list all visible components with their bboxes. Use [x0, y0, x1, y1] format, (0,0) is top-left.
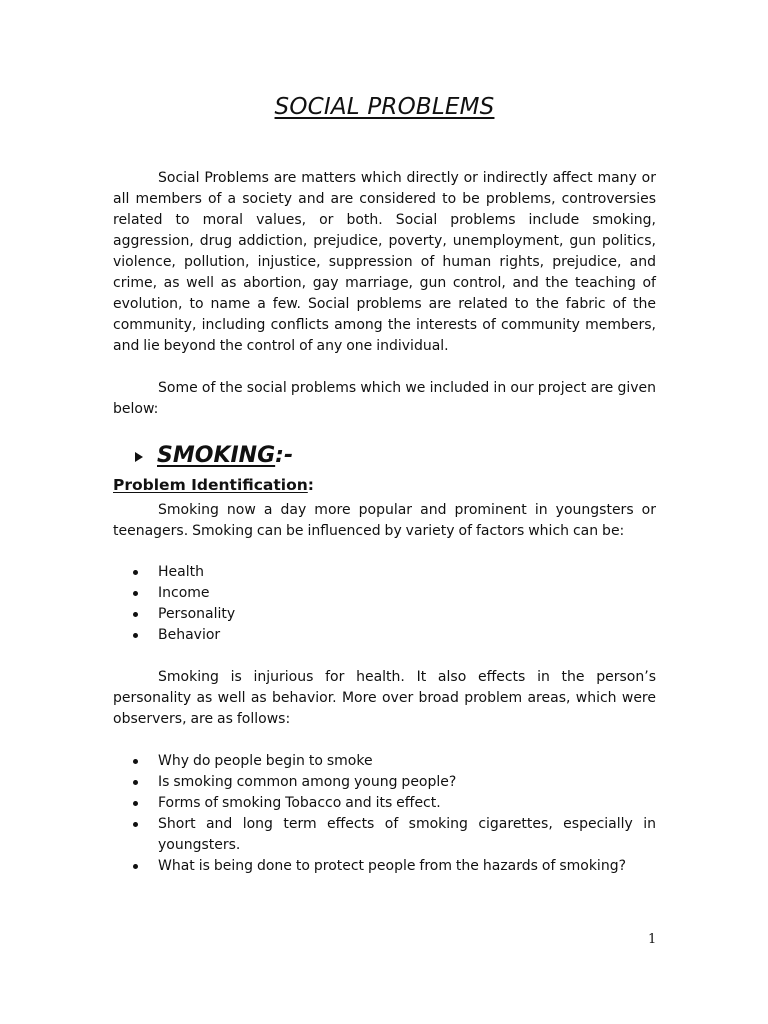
problem-areas-list	[113, 751, 656, 877]
list-item-text: Behavior	[158, 627, 221, 643]
list-item	[113, 604, 656, 625]
subheading-suffix: :	[307, 476, 314, 494]
smoking-paragraph-1: Smoking now a day more popular and prominent in youngsters or teenagers. Smoking can be influenced by variety of factors which can be:	[113, 502, 656, 539]
list-item-text: Is smoking common among young people?	[158, 774, 457, 790]
list-item-text: Why do people begin to smoke	[158, 753, 373, 769]
list-item-text: Income	[158, 585, 210, 601]
list-item-text: Health	[158, 564, 204, 580]
list-item-text: What is being done to protect people from the hazards of smoking?	[158, 858, 627, 874]
section-title-suffix: :-	[275, 443, 294, 468]
page-number: 1	[648, 932, 657, 947]
arrow-bullet-icon	[135, 452, 143, 462]
section-title	[157, 443, 293, 468]
list-item-text: Forms of smoking Tobacco and its effect.	[158, 795, 441, 811]
bullet-icon	[133, 864, 138, 869]
bullet-icon	[133, 612, 138, 617]
bullet-icon	[133, 801, 138, 806]
list-item	[113, 856, 656, 877]
list-item-text: Personality	[158, 606, 236, 622]
list-item	[113, 562, 656, 583]
section-heading	[135, 443, 293, 468]
section-title-text: SMOKING	[157, 443, 276, 468]
subheading-text: Problem Identification	[113, 476, 308, 494]
list-item-text: Short and long term effects of smoking cigarettes, especially in youngsters.	[158, 816, 656, 853]
list-item	[113, 625, 656, 646]
list-item	[113, 793, 656, 814]
bullet-icon	[133, 591, 138, 596]
list-item	[113, 772, 656, 793]
bullet-icon	[133, 780, 138, 785]
smoking-paragraph-2: Smoking is injurious for health. It also effects in the person’s personality as well as behavior. More over broad problem areas, which were observers, are as follows:	[113, 669, 656, 727]
intro-paragraph: Social Problems are matters which directly or indirectly affect many or all members of a society and are considered to be problems, controversies related to moral values, or both. Social problems include smoking, aggression, drug addiction, prejudice, poverty, unemployment, gun politics, violence, pollution, injustice, suppression of human rights, prejudice, and crime, as well as abortion, gay marriage, gun control, and the teaching of evolution, to name a few. Social problems are related to the fabric of the community, including conflicts among the interests of community members, and lie beyond the control of any one individual.	[113, 170, 656, 354]
page-title: SOCIAL PROBLEMS	[274, 94, 495, 120]
bullet-icon	[133, 570, 138, 575]
document-page	[113, 0, 656, 1024]
subheading	[113, 476, 314, 494]
bullet-icon	[133, 822, 138, 827]
factors-list	[113, 562, 656, 646]
bullet-icon	[133, 759, 138, 764]
list-item	[113, 814, 656, 856]
bullet-icon	[133, 633, 138, 638]
projects-intro-paragraph: Some of the social problems which we included in our project are given below:	[113, 380, 656, 417]
list-item	[113, 751, 656, 772]
list-item	[113, 583, 656, 604]
